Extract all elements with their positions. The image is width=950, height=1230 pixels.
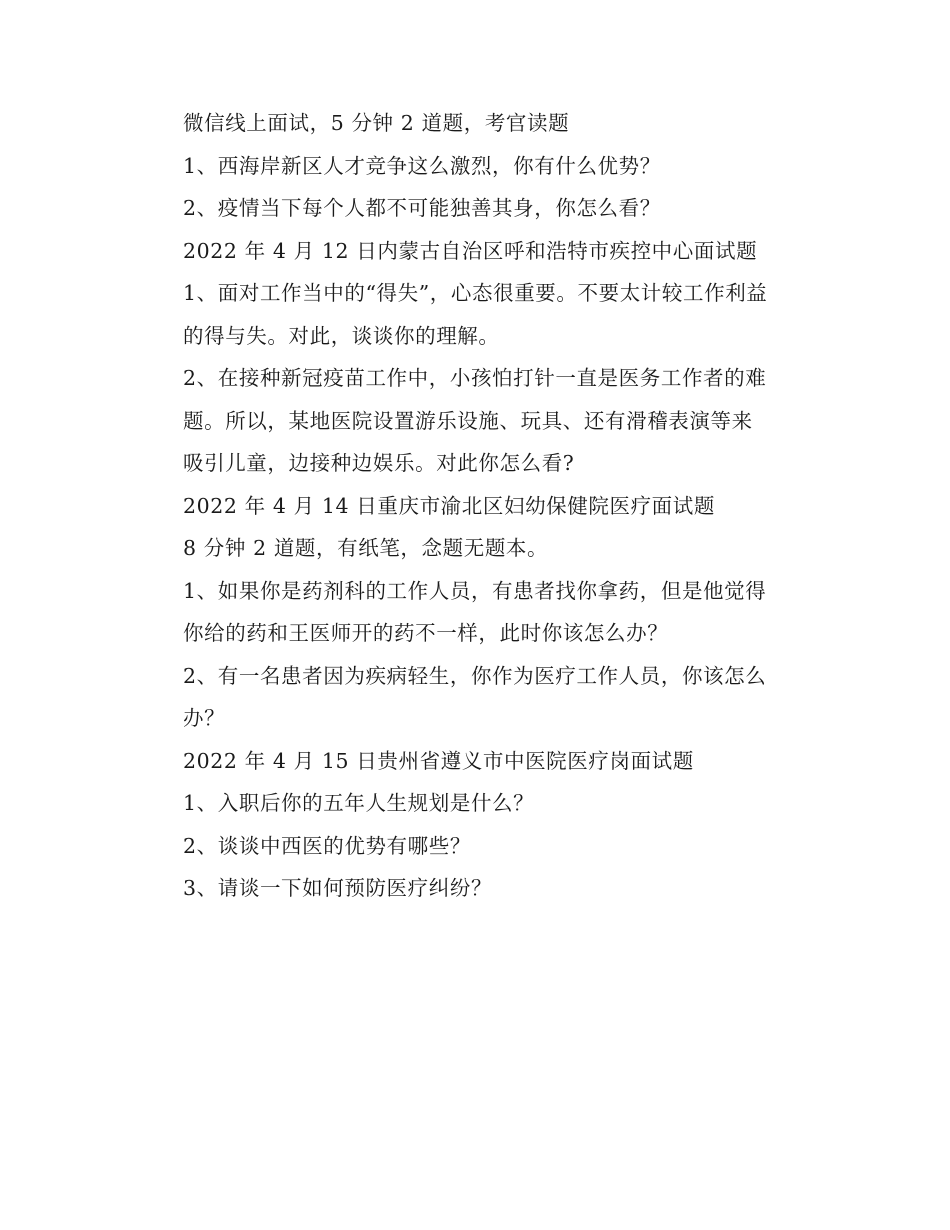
question-item: 1、面对工作当中的“得失”，心态很重要。不要太计较工作利益的得与失。对此，谈谈你的理解。 xyxy=(183,281,768,348)
question-item: 2、在接种新冠疫苗工作中，小孩怕打针一直是医务工作者的难题。所以，某地医院设置游乐设施、玩具、还有滑稽表演等来吸引儿童，边接种边娱乐。对此你怎么看? xyxy=(183,366,767,475)
question-item: 3、请谈一下如何预防医疗纠纷？ xyxy=(183,876,493,900)
question-item: 1、如果你是药剂科的工作人员，有患者找你拿药，但是他觉得你给的药和王医师开的药不一样，此时你该怎么办？ xyxy=(183,578,767,645)
section-heading: 2022 年 4 月 14 日重庆市渝北区妇幼保健院医疗面试题 xyxy=(183,493,715,518)
interview-intro: 微信线上面试，5 分钟 2 道题，考官读题 xyxy=(183,111,570,135)
question-item: 2、疫情当下每个人都不可能独善其身，你怎么看？ xyxy=(183,196,661,220)
section-heading: 2022 年 4 月 15 日贵州省遵义市中医院医疗岗面试题 xyxy=(183,748,694,773)
question-item: 2、有一名患者因为疾病轻生，你作为医疗工作人员，你该怎么办？ xyxy=(183,663,767,730)
section-heading: 2022 年 4 月 12 日内蒙古自治区呼和浩特市疾控中心面试题 xyxy=(183,238,758,263)
question-item: 1、入职后你的五年人生规划是什么？ xyxy=(183,791,535,815)
document-body xyxy=(183,102,783,910)
question-item: 2、谈谈中西医的优势有哪些？ xyxy=(183,833,471,858)
question-item: 1、西海岸新区人才竞争这么激烈，你有什么优势？ xyxy=(183,153,661,178)
interview-note: 8 分钟 2 道题，有纸笔，念题无题本。 xyxy=(183,536,549,560)
